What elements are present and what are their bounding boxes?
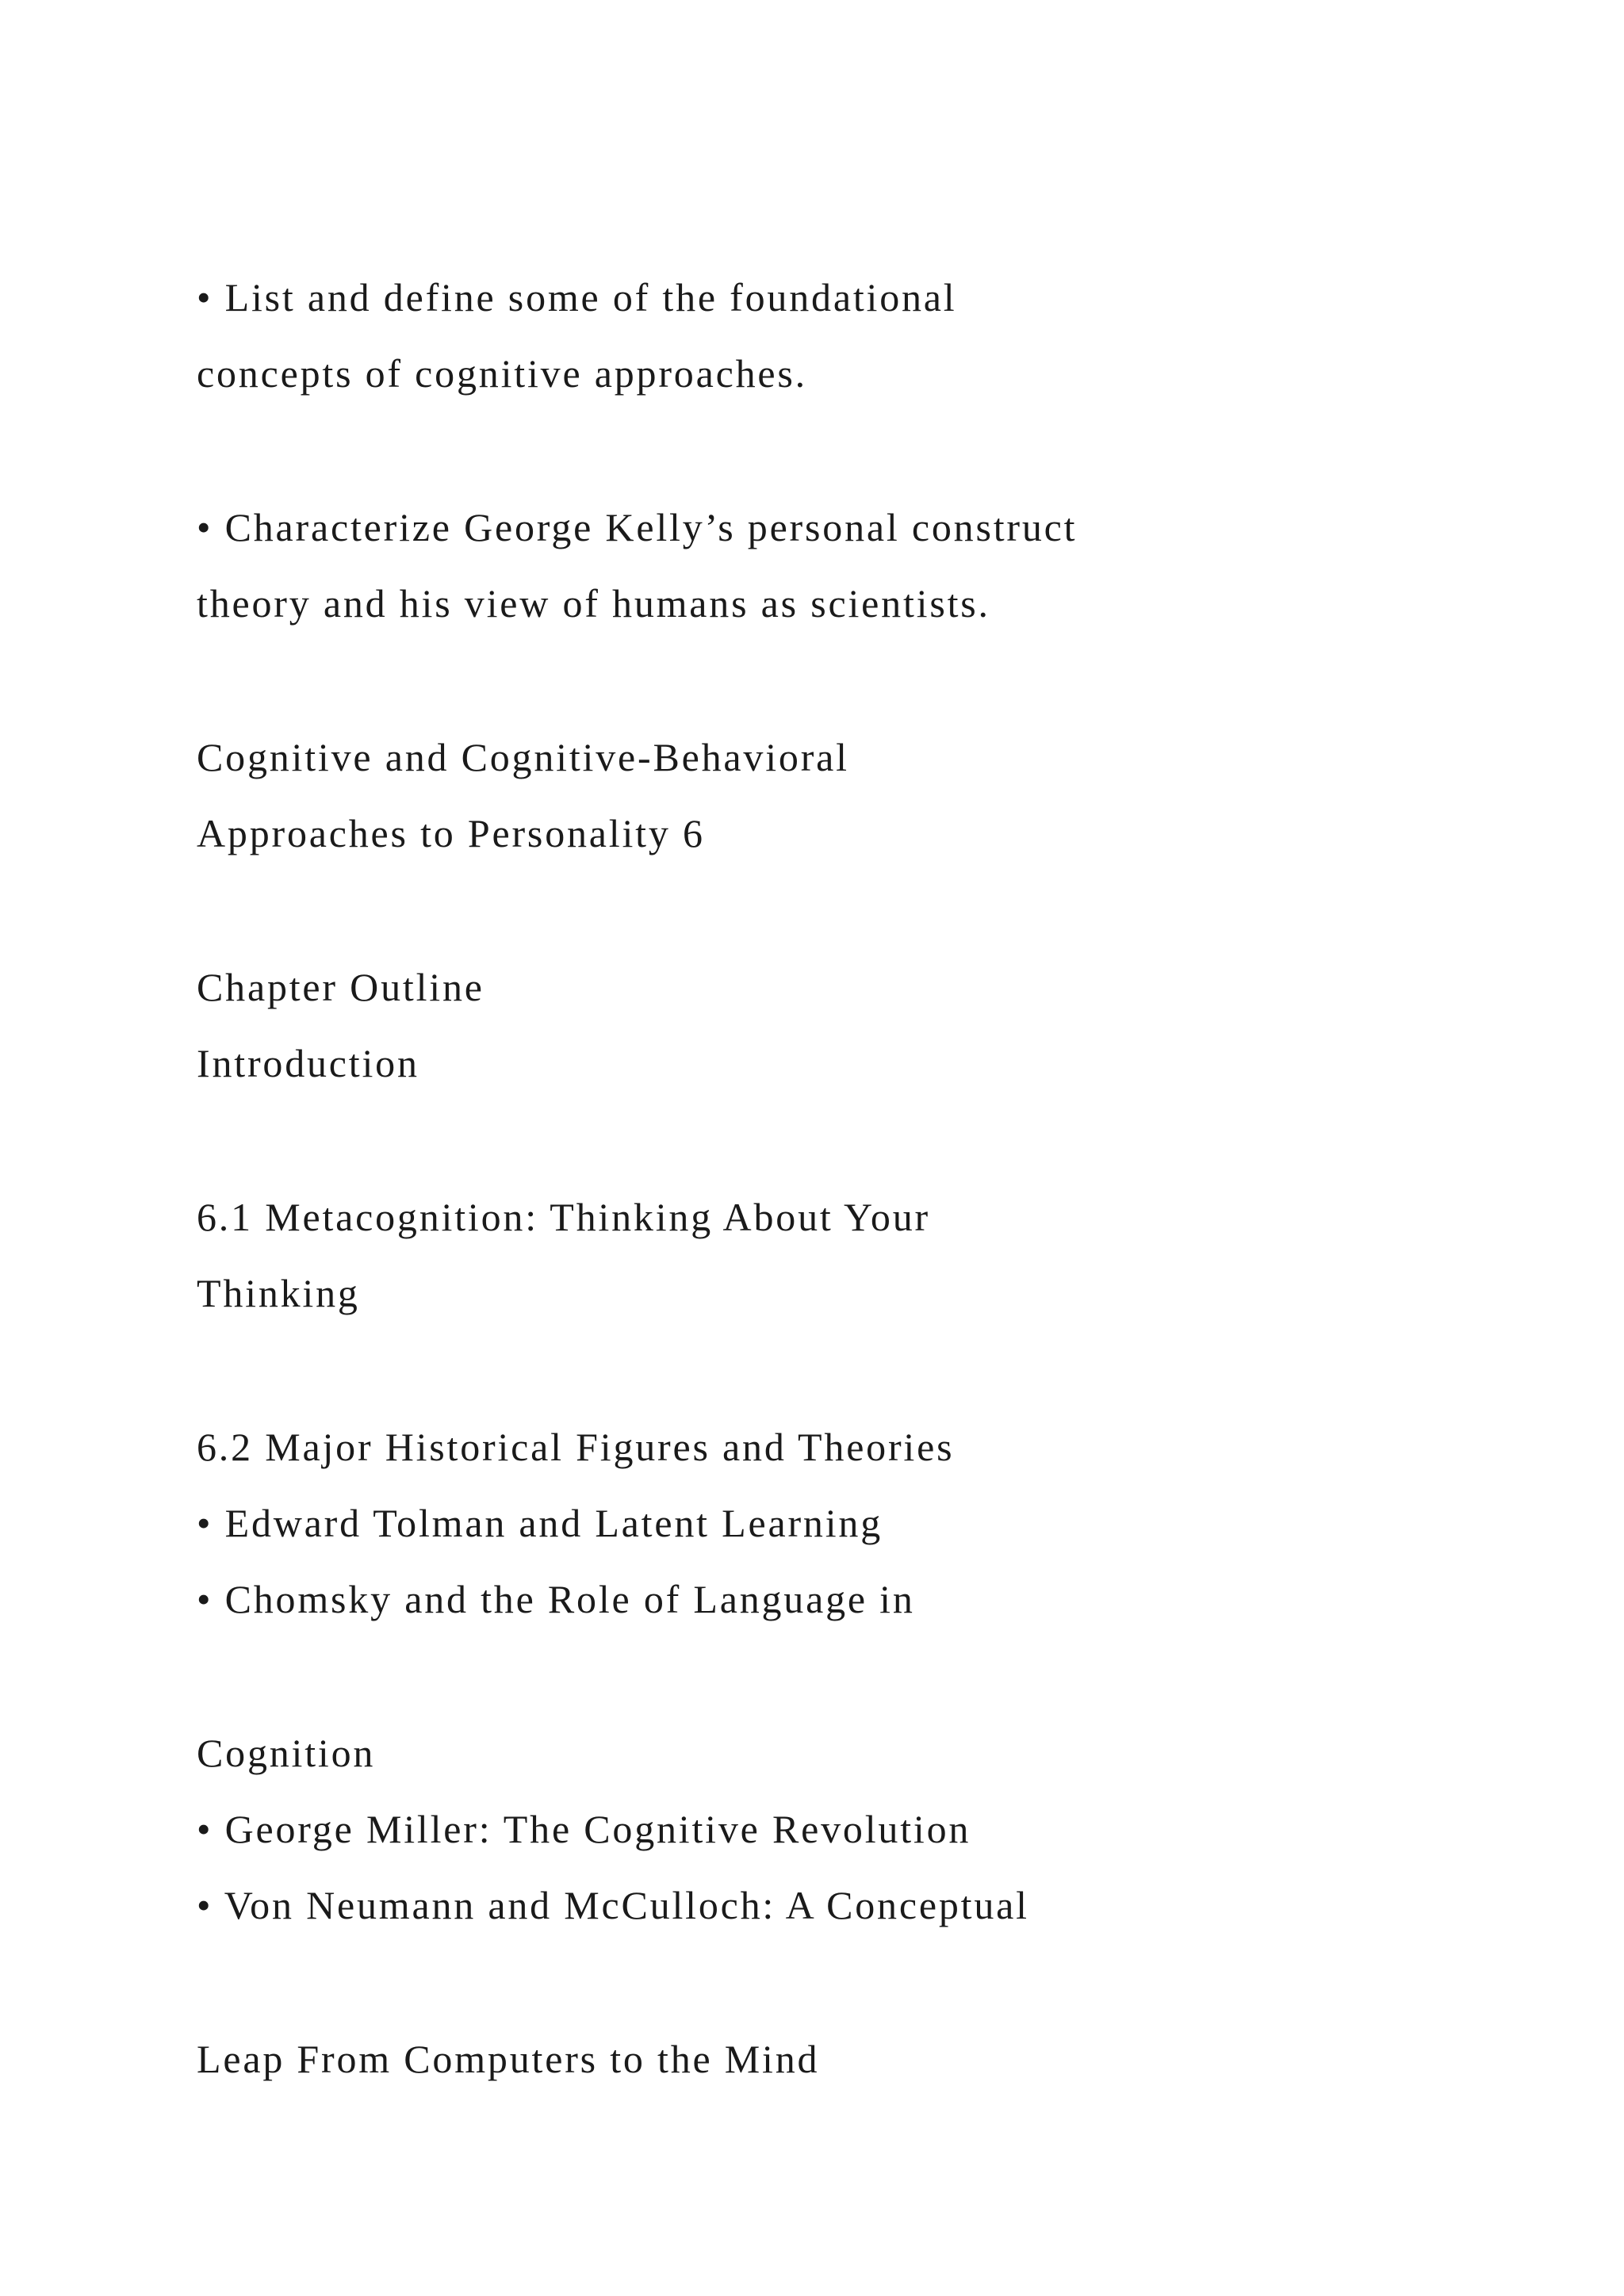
outline-section: 6.1 Metacognition: Thinking About Your bbox=[197, 1195, 930, 1239]
outline-section: 6.2 Major Historical Figures and Theories bbox=[197, 1425, 955, 1469]
outline-subentry: • Chomsky and the Role of Language in bbox=[197, 1577, 915, 1621]
objective-item-text: concepts of cognitive approaches. bbox=[197, 351, 807, 396]
objective-item-text: theory and his view of humans as scientists. bbox=[197, 581, 990, 626]
outline-subentry: • Von Neumann and McCulloch: A Conceptual bbox=[197, 1883, 1029, 1927]
chapter-title: Cognitive and Cognitive-Behavioral bbox=[197, 735, 849, 779]
outline-entry: Introduction bbox=[197, 1041, 419, 1085]
outline-subentry: • George Miller: The Cognitive Revolution bbox=[197, 1807, 971, 1851]
outline-heading: Chapter Outline bbox=[197, 965, 485, 1009]
outline-subentry: Cognition bbox=[197, 1731, 376, 1775]
objective-item-text: • Characterize George Kelly’s personal construct bbox=[197, 505, 1078, 549]
chapter-title: Approaches to Personality 6 bbox=[197, 811, 705, 855]
outline-subentry: Leap From Computers to the Mind bbox=[197, 2037, 820, 2081]
objective-item-text: • List and define some of the foundational bbox=[197, 275, 957, 320]
outline-subentry: • Edward Tolman and Latent Learning bbox=[197, 1501, 883, 1545]
outline-section: Thinking bbox=[197, 1271, 360, 1315]
